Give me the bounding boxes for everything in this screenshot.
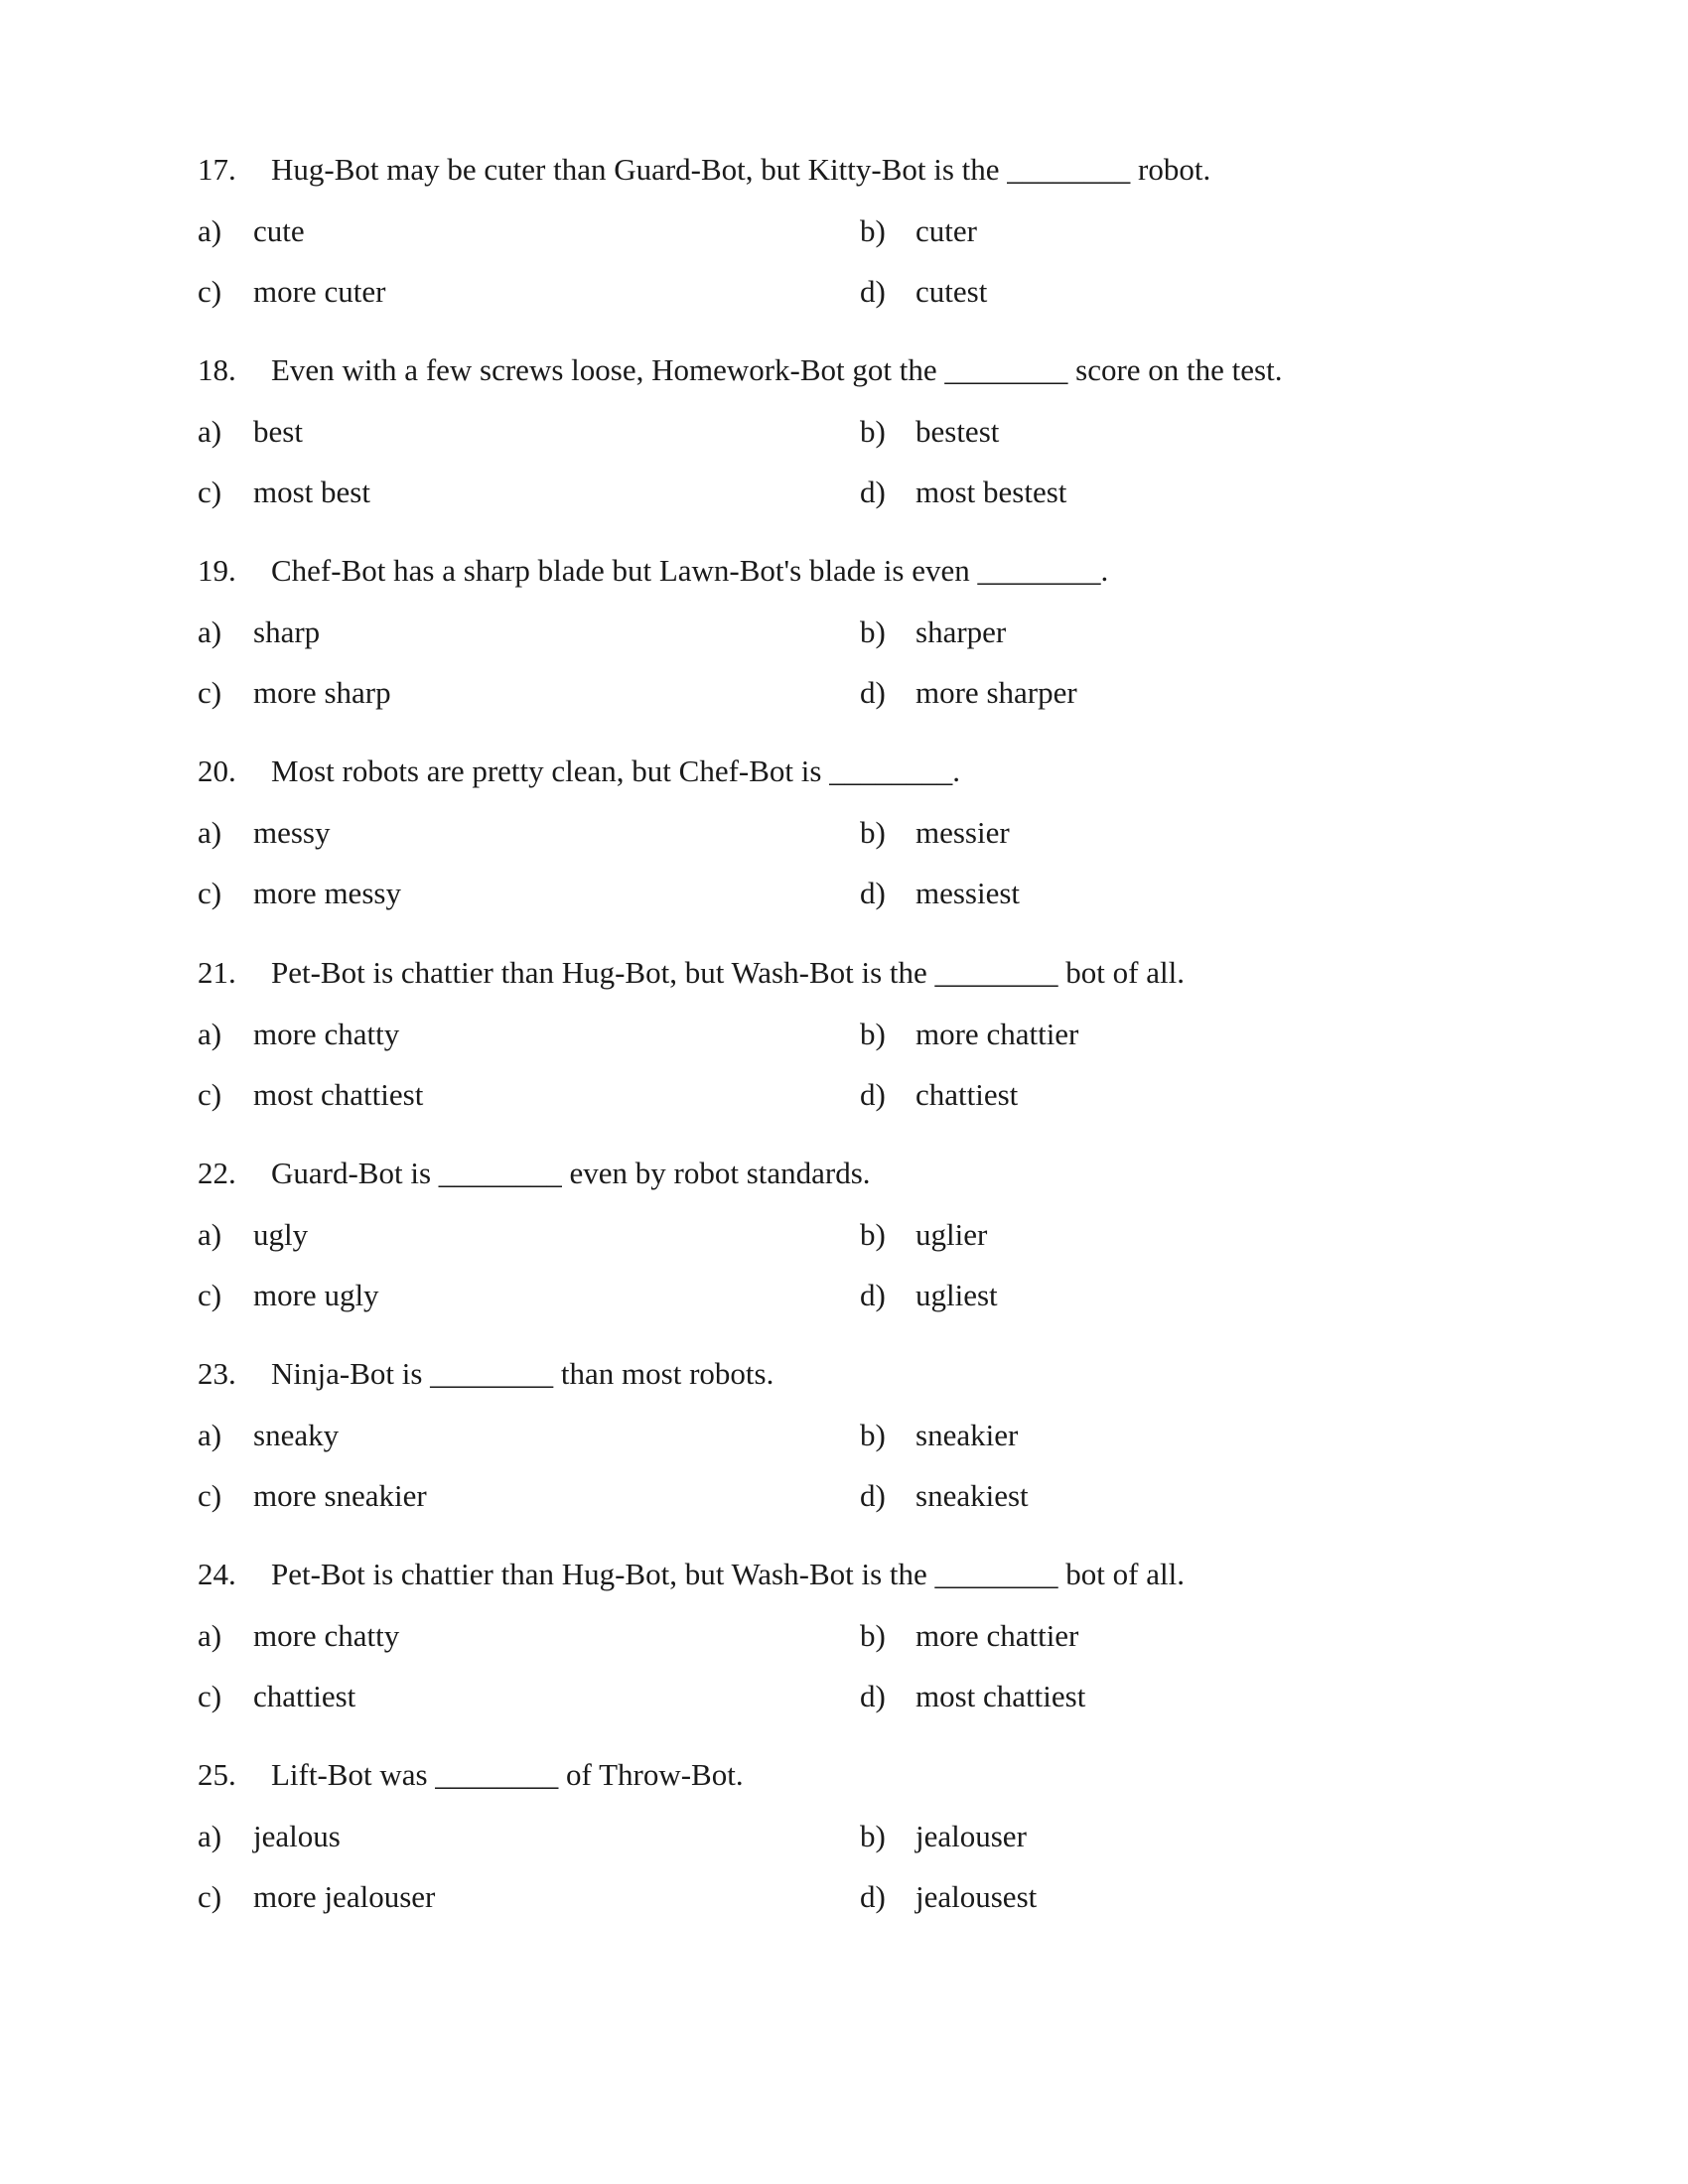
- option-letter: b): [860, 1618, 886, 1653]
- option-letter: c): [198, 1679, 222, 1713]
- question-19: [0, 551, 1688, 750]
- option-b[interactable]: [860, 1616, 1476, 1656]
- option-a[interactable]: [198, 1817, 813, 1856]
- question-number: 20.: [198, 753, 236, 788]
- option-letter: a): [198, 1418, 222, 1452]
- option-letter: c): [198, 1879, 222, 1914]
- question-number: 22.: [198, 1156, 236, 1190]
- option-a[interactable]: [198, 1416, 813, 1455]
- option-a[interactable]: [198, 1215, 813, 1255]
- option-letter: b): [860, 1217, 886, 1252]
- question-number: 23.: [198, 1356, 236, 1391]
- option-letter: d): [860, 475, 886, 509]
- question-stem: [198, 1354, 1488, 1394]
- option-text: more chattier: [915, 1618, 1079, 1653]
- question-23: [0, 1354, 1688, 1553]
- option-text: jealous: [253, 1819, 341, 1853]
- option-d[interactable]: [860, 673, 1476, 713]
- option-text: ugly: [253, 1217, 309, 1252]
- option-c[interactable]: [198, 1677, 813, 1716]
- option-d[interactable]: [860, 272, 1476, 312]
- option-text: more messy: [253, 876, 401, 910]
- question-text: Pet-Bot is chattier than Hug-Bot, but Wash-Bot is the ________ bot of all.: [271, 1557, 1185, 1591]
- option-a[interactable]: [198, 613, 813, 652]
- option-text: most chattiest: [253, 1077, 424, 1112]
- option-text: more sharper: [915, 675, 1077, 710]
- option-text: bestest: [915, 414, 1000, 449]
- option-text: chattiest: [915, 1077, 1019, 1112]
- option-c[interactable]: [198, 1075, 813, 1115]
- option-letter: a): [198, 1618, 222, 1653]
- question-stem: [198, 1755, 1488, 1795]
- option-letter: b): [860, 1017, 886, 1051]
- option-d[interactable]: [860, 1075, 1476, 1115]
- option-text: more chatty: [253, 1618, 400, 1653]
- option-letter: a): [198, 1819, 222, 1853]
- option-b[interactable]: [860, 412, 1476, 452]
- question-stem: [198, 751, 1488, 791]
- option-letter: b): [860, 213, 886, 248]
- option-letter: c): [198, 876, 222, 910]
- option-letter: a): [198, 614, 222, 649]
- option-text: sneaky: [253, 1418, 340, 1452]
- option-text: most chattiest: [915, 1679, 1086, 1713]
- option-d[interactable]: [860, 1276, 1476, 1315]
- option-text: uglier: [915, 1217, 988, 1252]
- option-c[interactable]: [198, 473, 813, 512]
- question-number: 21.: [198, 955, 236, 990]
- question-text: Guard-Bot is ________ even by robot standards.: [271, 1156, 871, 1190]
- option-text: sneakiest: [915, 1478, 1029, 1513]
- option-c[interactable]: [198, 1877, 813, 1917]
- option-text: cuter: [915, 213, 977, 248]
- option-letter: d): [860, 1879, 886, 1914]
- option-a[interactable]: [198, 412, 813, 452]
- option-b[interactable]: [860, 211, 1476, 251]
- option-b[interactable]: [860, 1215, 1476, 1255]
- option-letter: a): [198, 815, 222, 850]
- option-c[interactable]: [198, 673, 813, 713]
- question-stem: [198, 551, 1488, 591]
- option-letter: b): [860, 1418, 886, 1452]
- option-text: ugliest: [915, 1278, 998, 1312]
- option-c[interactable]: [198, 1276, 813, 1315]
- question-number: 19.: [198, 553, 236, 588]
- question-20: [0, 751, 1688, 950]
- option-letter: a): [198, 1217, 222, 1252]
- question-stem: [198, 1154, 1488, 1193]
- option-letter: d): [860, 876, 886, 910]
- option-letter: c): [198, 475, 222, 509]
- option-text: messy: [253, 815, 331, 850]
- question-21: [0, 953, 1688, 1152]
- option-letter: c): [198, 274, 222, 309]
- question-number: 17.: [198, 152, 236, 187]
- option-a[interactable]: [198, 211, 813, 251]
- option-letter: b): [860, 815, 886, 850]
- question-text: Ninja-Bot is ________ than most robots.: [271, 1356, 774, 1391]
- option-b[interactable]: [860, 613, 1476, 652]
- option-text: most bestest: [915, 475, 1067, 509]
- question-stem: [198, 1555, 1488, 1594]
- option-letter: b): [860, 614, 886, 649]
- option-letter: d): [860, 1679, 886, 1713]
- option-a[interactable]: [198, 1616, 813, 1656]
- question-25: [0, 1755, 1688, 1954]
- option-text: more chattier: [915, 1017, 1079, 1051]
- option-b[interactable]: [860, 1015, 1476, 1054]
- option-text: messiest: [915, 876, 1021, 910]
- option-text: sharper: [915, 614, 1007, 649]
- option-b[interactable]: [860, 813, 1476, 853]
- option-letter: b): [860, 1819, 886, 1853]
- question-number: 25.: [198, 1757, 236, 1792]
- option-a[interactable]: [198, 813, 813, 853]
- option-d[interactable]: [860, 1677, 1476, 1716]
- option-text: more cuter: [253, 274, 386, 309]
- question-stem: [198, 150, 1488, 190]
- question-18: [0, 350, 1688, 549]
- question-text: Even with a few screws loose, Homework-Bot got the ________ score on the test.: [271, 352, 1283, 387]
- option-b[interactable]: [860, 1416, 1476, 1455]
- question-number: 24.: [198, 1557, 236, 1591]
- option-letter: c): [198, 1478, 222, 1513]
- option-text: more jealouser: [253, 1879, 436, 1914]
- option-c[interactable]: [198, 874, 813, 913]
- option-text: jealouser: [915, 1819, 1027, 1853]
- question-text: Hug-Bot may be cuter than Guard-Bot, but Kitty-Bot is the ________ robot.: [271, 152, 1211, 187]
- option-letter: a): [198, 1017, 222, 1051]
- option-text: most best: [253, 475, 370, 509]
- question-text: Lift-Bot was ________ of Throw-Bot.: [271, 1757, 744, 1792]
- option-text: jealousest: [915, 1879, 1038, 1914]
- option-text: more chatty: [253, 1017, 400, 1051]
- option-a[interactable]: [198, 1015, 813, 1054]
- option-b[interactable]: [860, 1817, 1476, 1856]
- option-c[interactable]: [198, 1476, 813, 1516]
- option-text: messier: [915, 815, 1010, 850]
- question-24: [0, 1555, 1688, 1753]
- option-letter: a): [198, 213, 222, 248]
- option-letter: b): [860, 414, 886, 449]
- option-letter: a): [198, 414, 222, 449]
- option-c[interactable]: [198, 272, 813, 312]
- option-letter: c): [198, 1077, 222, 1112]
- option-text: more ugly: [253, 1278, 379, 1312]
- question-stem: [198, 953, 1488, 993]
- question-text: Chef-Bot has a sharp blade but Lawn-Bot's blade is even ________.: [271, 553, 1109, 588]
- question-stem: [198, 350, 1488, 390]
- option-letter: d): [860, 1478, 886, 1513]
- option-text: chattiest: [253, 1679, 356, 1713]
- option-text: more sharp: [253, 675, 391, 710]
- option-d[interactable]: [860, 1476, 1476, 1516]
- option-d[interactable]: [860, 874, 1476, 913]
- option-text: cute: [253, 213, 305, 248]
- option-text: best: [253, 414, 303, 449]
- option-text: cutest: [915, 274, 988, 309]
- option-d[interactable]: [860, 473, 1476, 512]
- option-text: sharp: [253, 614, 321, 649]
- option-text: more sneakier: [253, 1478, 427, 1513]
- question-text: Most robots are pretty clean, but Chef-Bot is ________.: [271, 753, 960, 788]
- question-17: [0, 150, 1688, 348]
- option-letter: c): [198, 675, 222, 710]
- option-letter: d): [860, 675, 886, 710]
- question-22: [0, 1154, 1688, 1352]
- option-d[interactable]: [860, 1877, 1476, 1917]
- option-letter: c): [198, 1278, 222, 1312]
- option-letter: d): [860, 274, 886, 309]
- question-text: Pet-Bot is chattier than Hug-Bot, but Wash-Bot is the ________ bot of all.: [271, 955, 1185, 990]
- option-letter: d): [860, 1077, 886, 1112]
- option-text: sneakier: [915, 1418, 1019, 1452]
- option-letter: d): [860, 1278, 886, 1312]
- question-number: 18.: [198, 352, 236, 387]
